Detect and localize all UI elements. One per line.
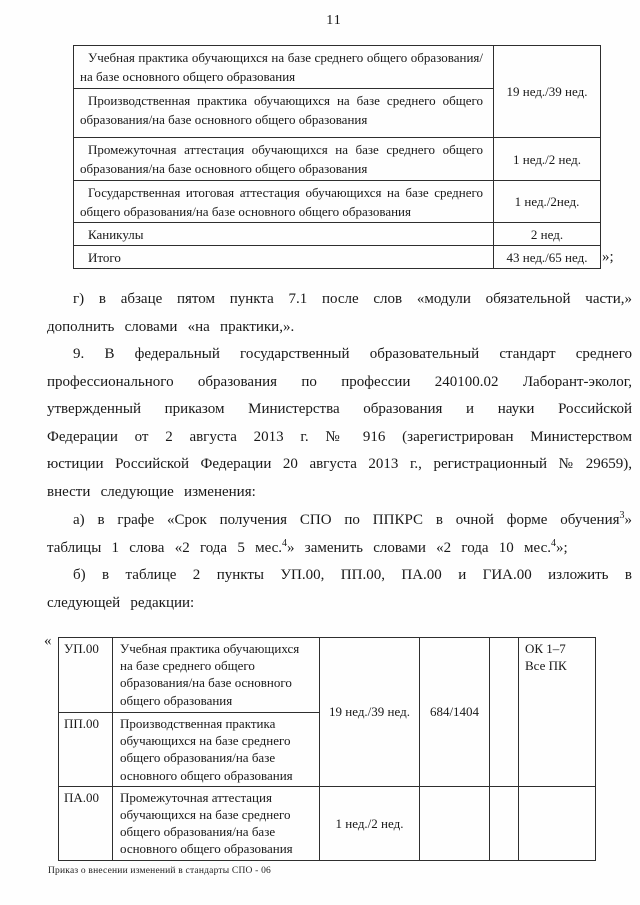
paragraph-item-b: б) в таблице 2 пункты УП.00, ПП.00, ПА.00 и ГИА.00 изложить в следующей редакции: (47, 567, 632, 611)
row-label-itogo: Итого (74, 246, 494, 269)
paragraph-item-9: 9. В федеральный государственный образовательный стандарт среднего профессионального образования по профессии 240100.02 Лаборант-эколог, утвержденный приказом Министерства образования и науки Российской Федерации от 2 августа 2013 г. № 916 (зарегистрирован Министерством юстиции Российской Федерации 20 августа 2013 г., регистрационный № 29659), внести следующие изменения: (47, 346, 632, 500)
row-value-itogo: 43 нед./65 нед. (494, 246, 601, 269)
row-label-uchebnaya: Учебная практика обучающихся на базе среднего общего образования/на базе основного общего образования (74, 46, 494, 89)
table-row (74, 223, 601, 246)
row-label-kanikuly: Каникулы (74, 223, 494, 246)
row-label-promezhutochnaya: Промежуточная аттестация обучающихся на базе среднего общего образования/на базе основного общего образования (74, 138, 494, 181)
closing-quote-mark: »; (602, 249, 614, 265)
cell-empty (490, 786, 519, 860)
table-row (74, 181, 601, 223)
cell-empty (519, 786, 596, 860)
document-footer-label: Приказ о внесении изменений в стандарты СПО - 06 (48, 866, 271, 876)
footnote-ref-4: 4 (282, 537, 288, 549)
cell-code-pa00: ПА.00 (59, 786, 113, 860)
curriculum-table (58, 637, 596, 861)
table-row (59, 786, 596, 860)
cell-empty (420, 786, 490, 860)
item-a-text: » таблицы 1 слова «2 года 5 мес. (47, 512, 632, 556)
table-row (74, 138, 601, 181)
row-value-practice-weeks: 19 нед./39 нед. (494, 46, 601, 138)
item-a-text: а) в графе «Срок получения СПО по ППКРС в очной форме обучения (73, 512, 620, 528)
row-value-gia: 1 нед./2нед. (494, 181, 601, 223)
footnote-ref-4: 4 (551, 537, 556, 549)
item-a-text: » заменить словами «2 года 10 мес. (287, 539, 551, 556)
table-row (74, 46, 601, 89)
row-label-gia: Государственная итоговая аттестация обучающихся на базе среднего общего образования/на базе основного общего образования (74, 181, 494, 223)
opening-quote-mark: « (44, 633, 52, 649)
competency-line-pk: Все ПК (525, 658, 567, 674)
table-row (59, 638, 596, 713)
cell-hours-merged: 684/1404 (420, 638, 490, 787)
cell-weeks-merged: 19 нед./39 нед. (320, 638, 420, 787)
footnote-ref-3: 3 (619, 510, 625, 521)
paragraph-item-a (47, 507, 632, 562)
weeks-summary-table (73, 45, 601, 269)
cell-title-up00: Учебная практика обучающихся на базе среднего общего образования/на базе основного общего образования (113, 638, 320, 713)
paragraph-item-g: г) в абзаце пятом пункта 7.1 после слов «модули обязательной части,» дополнить словами «на практики,». (47, 291, 632, 335)
row-value-promezhutochnaya: 1 нед./2 нед. (494, 138, 601, 181)
cell-code-up00: УП.00 (59, 638, 113, 713)
row-value-kanikuly: 2 нед. (494, 223, 601, 246)
page-number: 11 (326, 13, 342, 28)
cell-code-pp00: ПП.00 (59, 713, 113, 787)
cell-weeks-pa00: 1 нед./2 нед. (320, 786, 420, 860)
cell-empty-narrow (490, 638, 519, 787)
competency-line-ok: ОК 1–7 (525, 641, 566, 656)
cell-title-pa00: Промежуточная аттестация обучающихся на базе среднего общего образования/на базе основного общего образования (113, 786, 320, 860)
row-label-proizvodstvennaya: Производственная практика обучающихся на базе среднего общего образования/на базе основного общего образования (74, 89, 494, 138)
cell-competencies (519, 638, 596, 787)
item-a-text: »; (556, 539, 568, 556)
cell-title-pp00: Производственная практика обучающихся на базе среднего общего образования/на базе основного общего образования (113, 713, 320, 787)
table-row (74, 246, 601, 269)
